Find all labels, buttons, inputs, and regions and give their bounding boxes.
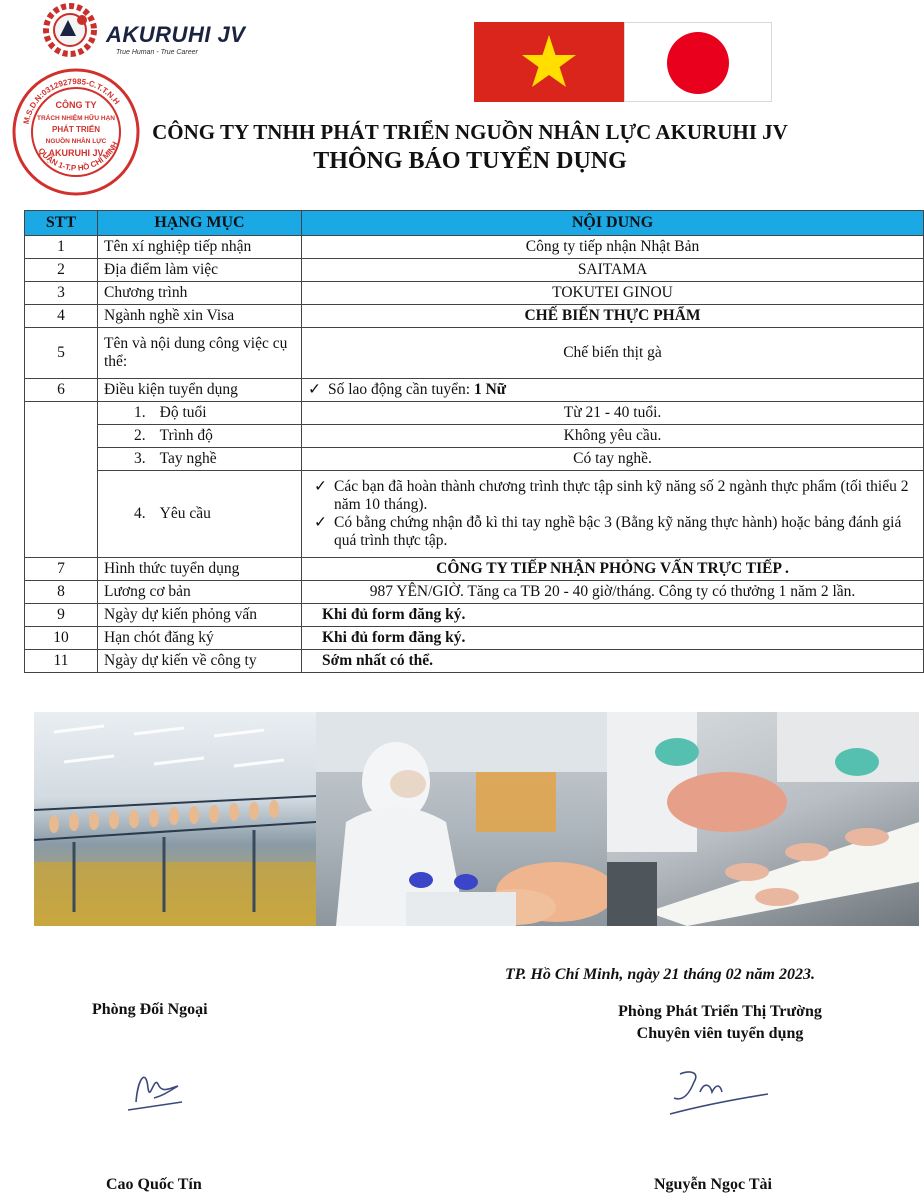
empty-cell [25, 402, 98, 558]
condition-value: Có tay nghề. [302, 448, 924, 471]
requirement-item: Có bằng chứng nhận đỗ kì thi tay nghề bậc 3 (Bằng kỹ năng thực hành) hoặc bảng đánh giá quá trình thực tập. [334, 514, 902, 549]
left-signer-name: Cao Quốc Tín [106, 1176, 202, 1193]
row-item: Chương trình [98, 282, 302, 305]
factory-line-photo [34, 712, 316, 926]
vietnam-flag [474, 22, 624, 102]
row-stt: 11 [25, 650, 98, 673]
svg-text:NGUỒN NHÂN LỰC: NGUỒN NHÂN LỰC [45, 138, 107, 145]
row-content: Chế biến thịt gà [302, 328, 924, 379]
right-signer-name: Nguyễn Ngọc Tài [654, 1176, 772, 1193]
worker-cutting-photo [316, 712, 607, 926]
col-header-item: HẠNG MỤC [98, 211, 302, 236]
row-stt: 4 [25, 305, 98, 328]
brand-name: AKURUHI JV [106, 22, 246, 47]
gear-logo-icon [38, 2, 106, 58]
row-stt: 3 [25, 282, 98, 305]
row-content [302, 379, 924, 402]
row-item: Tên xí nghiệp tiếp nhận [98, 236, 302, 259]
right-department [560, 1001, 880, 1045]
recruitment-table [24, 210, 924, 673]
row-stt: 9 [25, 604, 98, 627]
checkmark-icon: ✓ [314, 478, 327, 495]
company-logo [38, 2, 258, 64]
table-row [25, 627, 924, 650]
condition-row [25, 448, 924, 471]
condition-label: 4. Yêu cầu [98, 471, 302, 558]
requirement-list [302, 471, 924, 558]
right-department-name: Phòng Phát Triển Thị Trường [618, 1003, 822, 1020]
star-icon [474, 22, 624, 102]
checkmark-icon: ✓ [308, 381, 321, 398]
row-content: TOKUTEI GINOU [302, 282, 924, 305]
worker-count-label: Số lao động cần tuyển: [328, 381, 474, 398]
row-stt: 8 [25, 581, 98, 604]
condition-label: 3. Tay nghề [98, 448, 302, 471]
row-item: Ngành nghề xin Visa [98, 305, 302, 328]
col-header-stt: STT [25, 211, 98, 236]
table-header-row [25, 211, 924, 236]
row-content: Công ty tiếp nhận Nhật Bản [302, 236, 924, 259]
notice-title: THÔNG BÁO TUYỂN DỤNG [313, 148, 627, 174]
row-stt: 1 [25, 236, 98, 259]
table-row [25, 259, 924, 282]
svg-text:CÔNG TY: CÔNG TY [55, 100, 97, 110]
company-seal [10, 66, 142, 198]
row-stt: 2 [25, 259, 98, 282]
svg-text:M.S.D.N:0312927985-C.T.T.N.H: M.S.D.N:0312927985-C.T.T.N.H [21, 76, 122, 125]
row-content: Sớm nhất có thể. [302, 650, 924, 673]
conveyor-chicken-photo [607, 712, 919, 926]
svg-text:PHÁT TRIỂN: PHÁT TRIỂN [52, 125, 100, 134]
row-stt: 5 [25, 328, 98, 379]
row-stt: 6 [25, 379, 98, 402]
row-content: 987 YÊN/GIỜ. Tăng ca TB 20 - 40 giờ/tháng. Công ty có thưởng 1 năm 2 lần. [302, 581, 924, 604]
requirement-item: Các bạn đã hoàn thành chương trình thực tập sinh kỹ năng số 2 ngành thực phẩm (tối thiểu 2 năm 10 tháng). [334, 478, 909, 513]
row-content: Khi đủ form đăng ký. [302, 604, 924, 627]
table-row [25, 604, 924, 627]
brand-slogan: True Human - True Career [116, 49, 198, 56]
condition-row [25, 402, 924, 425]
company-title: CÔNG TY TNHH PHÁT TRIỂN NGUỒN NHÂN LỰC AKURUHI JV [152, 120, 788, 144]
checkmark-icon: ✓ [314, 514, 327, 531]
table-row [25, 581, 924, 604]
condition-row [25, 425, 924, 448]
row-item: Ngày dự kiến về công ty [98, 650, 302, 673]
row-item: Ngày dự kiến phỏng vấn [98, 604, 302, 627]
condition-label: 2. Trình độ [98, 425, 302, 448]
condition-row [25, 471, 924, 558]
row-stt: 10 [25, 627, 98, 650]
table-row [25, 558, 924, 581]
row-stt: 7 [25, 558, 98, 581]
row-content: CHẾ BIẾN THỰC PHẨM [302, 305, 924, 328]
condition-value: Từ 21 - 40 tuổi. [302, 402, 924, 425]
condition-label: 1. Độ tuổi [98, 402, 302, 425]
right-department-role: Chuyên viên tuyển dụng [636, 1025, 804, 1042]
left-signature [118, 1058, 208, 1118]
issue-date: TP. Hồ Chí Minh, ngày 21 tháng 02 năm 2023. [505, 966, 815, 983]
left-department: Phòng Đối Ngoại [92, 1001, 208, 1018]
table-row [25, 328, 924, 379]
table-row [25, 236, 924, 259]
right-signature [660, 1062, 770, 1122]
row-content: CÔNG TY TIẾP NHẬN PHỎNG VẤN TRỰC TIẾP . [302, 558, 924, 581]
row-item: Điều kiện tuyển dụng [98, 379, 302, 402]
row-item: Lương cơ bản [98, 581, 302, 604]
row-item: Hạn chót đăng ký [98, 627, 302, 650]
svg-text:TRÁCH NHIỆM HỮU HẠN: TRÁCH NHIỆM HỮU HẠN [37, 115, 115, 122]
svg-text:QUẬN 1-T.P HỒ CHÍ MINH: QUẬN 1-T.P HỒ CHÍ MINH [36, 140, 120, 173]
row-item: Tên và nội dung công việc cụ thể: [98, 328, 302, 379]
col-header-content: NỘI DUNG [302, 211, 924, 236]
condition-value: Không yêu cầu. [302, 425, 924, 448]
japan-flag [624, 22, 772, 102]
table-row [25, 379, 924, 402]
sun-circle [667, 32, 729, 94]
svg-text:AKURUHI JV: AKURUHI JV [48, 148, 104, 158]
table-row [25, 305, 924, 328]
table-row [25, 650, 924, 673]
row-item: Địa điểm làm việc [98, 259, 302, 282]
table-row [25, 282, 924, 305]
row-content: SAITAMA [302, 259, 924, 282]
row-content: Khi đủ form đăng ký. [302, 627, 924, 650]
worker-count-value: 1 Nữ [473, 381, 507, 398]
row-item: Hình thức tuyển dụng [98, 558, 302, 581]
